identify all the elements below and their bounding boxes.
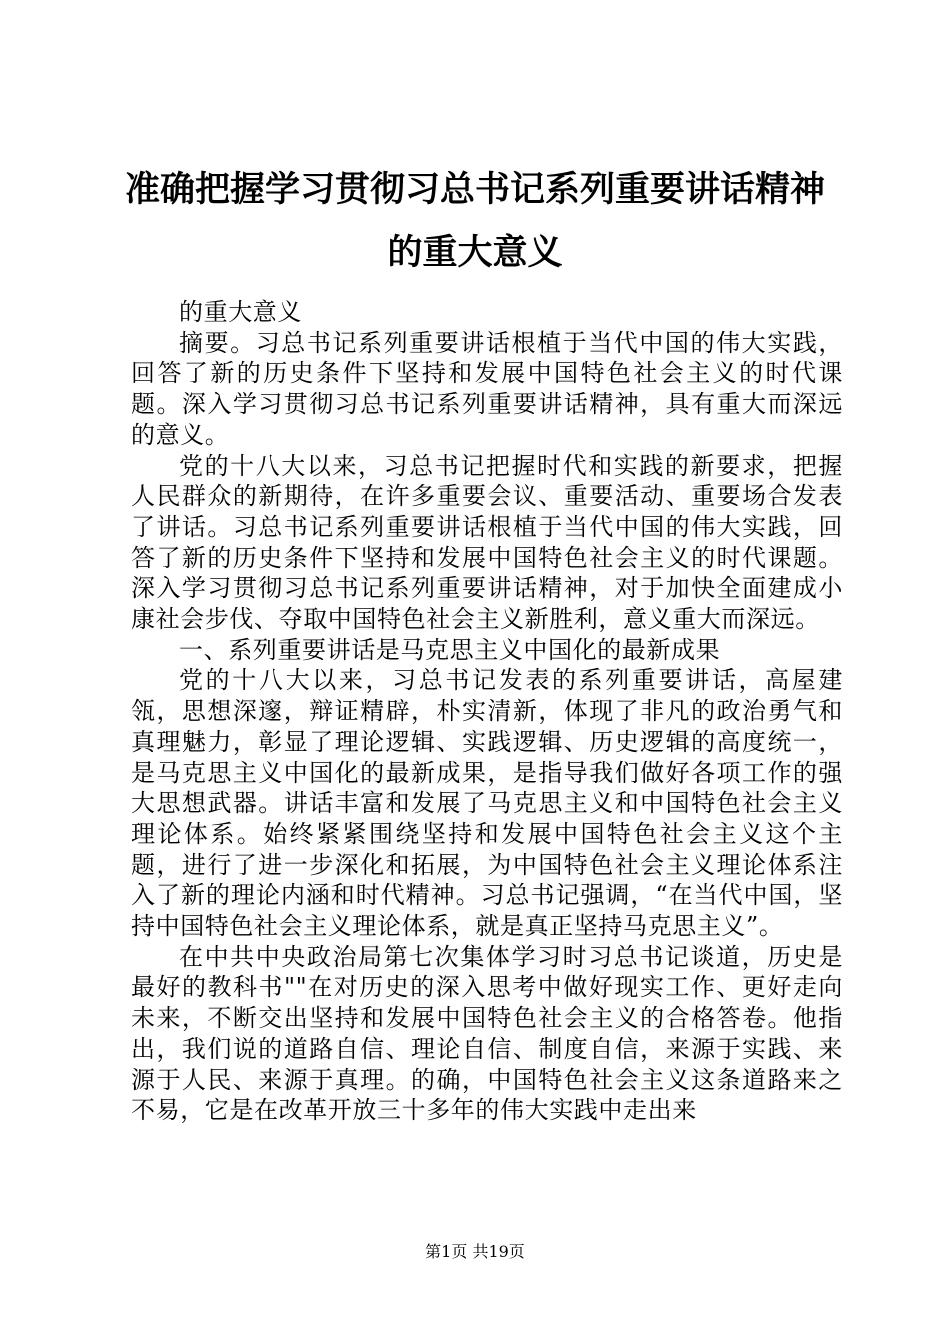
page-footer: 第1页 共19页 xyxy=(425,1242,525,1261)
paragraph: 党的十八大以来，习总书记发表的系列重要讲话，高屋建瓴，思想深邃，辩证精辟，朴实清新，体现了非凡的政治勇气和真理魅力，彰显了理论逻辑、实践逻辑、历史逻辑的高度统一，是马克思主义中国化的最新成果，是指导我们做好各项工作的强大思想武器。讲话丰富和发展了马克思主义和中国特色社会主义理论体系。始终紧紧围绕坚持和发展中国特色社会主义这个主题，进行了进一步深化和拓展，为中国特色社会主义理论体系注入了新的理论内涵和时代精神。习总书记强调，“在当代中国，坚持中国特色社会主义理论体系，就是真正坚持马克思主义”。 xyxy=(131,666,843,941)
document-body xyxy=(131,297,843,1126)
section-heading: 一、系列重要讲话是马克思主义中国化的最新成果 xyxy=(179,635,721,664)
paragraph-subtitle: 的重大意义 xyxy=(179,298,302,326)
title-line-1: 准确把握学习贯彻习总书记系列重要讲话精神 xyxy=(124,169,825,210)
paragraph-abstract: 摘要。习总书记系列重要讲话根植于当代中国的伟大实践，回答了新的历史条件下坚持和发展中国特色社会主义的时代课题。深入学习贯彻习总书记系列重要讲话精神，具有重大而深远的意义。 xyxy=(131,328,843,449)
title-line-2: 的重大意义 xyxy=(387,232,563,273)
document-title xyxy=(110,158,840,284)
paragraph: 在中共中央政治局第七次集体学习时习总书记谈道，历史是最好的教科书""在对历史的深入思考中做好现实工作、更好走向未来，不断交出坚持和发展中国特色社会主义的合格答卷。他指出，我们说的道路自信、理论自信、制度自信，来源于实践、来源于人民、来源于真理。的确，中国特色社会主义这条道路来之不易，它是在改革开放三十多年的伟大实践中走出来 xyxy=(131,942,843,1125)
paragraph: 党的十八大以来，习总书记把握时代和实践的新要求，把握人民群众的新期待，在许多重要会议、重要活动、重要场合发表了讲话。习总书记系列重要讲话根植于当代中国的伟大实践，回答了新的历史条件下坚持和发展中国特色社会主义的时代课题。深入学习贯彻习总书记系列重要讲话精神，对于加快全面建成小康社会步伐、夺取中国特色社会主义新胜利，意义重大而深远。 xyxy=(131,451,843,634)
